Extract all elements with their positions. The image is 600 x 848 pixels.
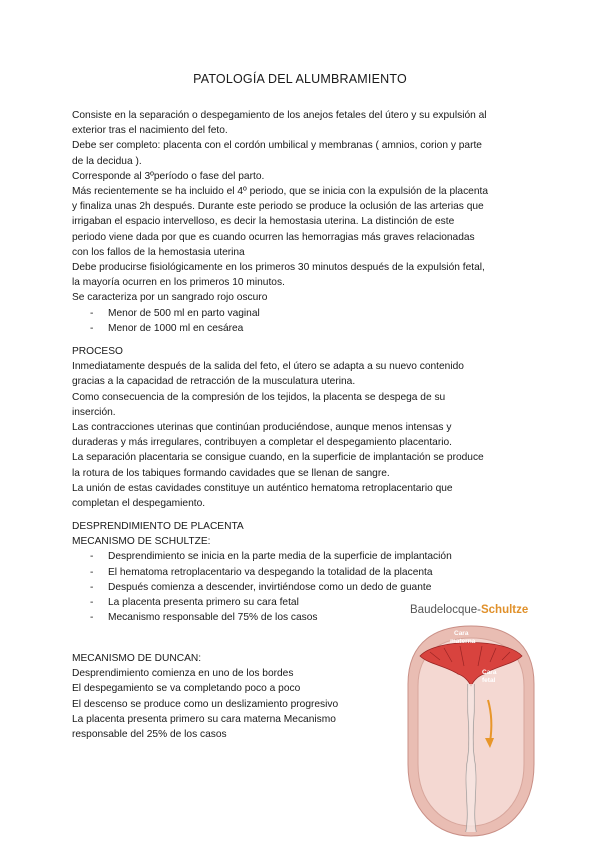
- figure-title-part2: Schultze: [480, 604, 529, 616]
- bullet-dash: -: [90, 596, 94, 608]
- proceso-section: [72, 344, 484, 511]
- desprendimiento-heading: DESPRENDIMIENTO DE PLACENTA: [72, 521, 244, 532]
- proceso-line: duraderas y más irregulares, contribuyen a completar el despegamiento placentario.: [72, 437, 452, 449]
- intro-line: irrigaban el espacio intervelloso, es decir la hemostasia uterina. La distinción de este: [72, 216, 455, 228]
- duncan-line: responsable del 25% de los casos: [72, 729, 227, 741]
- intro-line: Más recientemente se ha incluido el 4º periodo, que se inicia con la expulsión de la placenta: [72, 186, 489, 198]
- bullet-item: [72, 306, 488, 321]
- bullet-text: El hematoma retroplacentario va despegando la totalidad de la placenta: [108, 566, 433, 578]
- proceso-line: la rotura de los tabiques formando cavidades que se llenan de sangre.: [72, 467, 390, 479]
- bullet-dash: -: [90, 551, 94, 563]
- bullet-text: Menor de 1000 ml en cesárea: [108, 322, 244, 334]
- proceso-heading: PROCESO: [72, 346, 123, 357]
- duncan-heading: MECANISMO DE DUNCAN:: [72, 653, 202, 664]
- label-cara-materna-2: materna: [450, 638, 476, 645]
- bullet-dash: -: [90, 322, 94, 334]
- bullet-item: [72, 565, 433, 580]
- proceso-line: Como consecuencia de la compresión de los tejidos, la placenta se despega de su: [72, 391, 446, 403]
- intro-line: periodo viene dada por que es cuando ocurren las hemorragias más graves relacionadas: [72, 231, 475, 243]
- duncan-line: La placenta presenta primero su cara materna Mecanismo: [72, 713, 336, 725]
- intro-line: con los fallos de la hemostasia uterina: [72, 246, 245, 258]
- proceso-line: gracias a la capacidad de retracción de la musculatura uterina.: [72, 376, 356, 388]
- bullet-dash: -: [90, 581, 94, 593]
- bullet-text: Menor de 500 ml en parto vaginal: [108, 307, 260, 319]
- bullet-item: [72, 321, 488, 336]
- label-cara-fetal-2: fetal: [482, 677, 496, 684]
- intro-line: de la decidua ).: [72, 155, 142, 167]
- intro-line: Debe producirse fisiológicamente en los primeros 30 minutos después de la expulsión fetal,: [72, 262, 485, 274]
- intro-line: Debe ser completo: placenta con el cordón umbilical y membranas ( amnios, corion y parte: [72, 140, 482, 152]
- uterus-illustration: [396, 604, 546, 840]
- duncan-section: [72, 651, 338, 742]
- bullet-item: [72, 580, 432, 595]
- proceso-line: inserción.: [72, 406, 116, 418]
- proceso-line: completan el despegamiento.: [72, 498, 206, 510]
- bullet-dash: -: [90, 612, 94, 624]
- bullet-dash: -: [90, 566, 94, 578]
- duncan-line: El descenso se produce como un deslizamiento progresivo: [72, 698, 339, 710]
- bullet-text: Después comienza a descender, invirtiéndose como un dedo de guante: [108, 581, 432, 593]
- bullet-item: [72, 549, 452, 564]
- intro-line: Corresponde al 3ºperíodo o fase del parto.: [72, 170, 265, 182]
- duncan-line: El despegamiento se va completando poco a poco: [72, 683, 301, 695]
- intro-line: Consiste en la separación o despegamiento de los anejos fetales del útero y su expulsión al: [72, 110, 487, 121]
- figure-title-part1: Baudelocque-: [410, 604, 481, 616]
- proceso-line: Las contracciones uterinas que continúan produciéndose, aunque menos intensas y: [72, 422, 452, 434]
- intro-section: [72, 108, 488, 336]
- proceso-line: Inmediatamente después de la salida del feto, el útero se adapta a su nuevo contenido: [72, 361, 464, 373]
- intro-line: exterior tras el nacimiento del feto.: [72, 125, 228, 137]
- proceso-line: La separación placentaria se consigue cuando, en la superficie de implantación se produce: [72, 452, 484, 464]
- bullet-text: Desprendimiento se inicia en la parte media de la superficie de implantación: [108, 551, 452, 563]
- bullet-item: [72, 610, 318, 625]
- bullet-text: La placenta presenta primero su cara fetal: [108, 596, 299, 608]
- proceso-line: La unión de estas cavidades constituye un auténtico hematoma retroplacentario que: [72, 482, 453, 494]
- schultze-heading: MECANISMO DE SCHULTZE:: [72, 536, 211, 548]
- label-cara-materna-1: Cara: [454, 630, 469, 637]
- intro-line: Se caracteriza por un sangrado rojo oscuro: [72, 292, 268, 304]
- bullet-item: [72, 595, 299, 610]
- label-cara-fetal-1: Cara: [482, 669, 497, 676]
- duncan-line: Desprendimiento comienza en uno de los bordes: [72, 668, 294, 680]
- bullet-dash: -: [90, 307, 94, 319]
- schultze-figure: [396, 604, 546, 840]
- bullet-text: Mecanismo responsable del 75% de los casos: [108, 612, 318, 624]
- page-title: PATOLOGÍA DEL ALUMBRAMIENTO: [193, 72, 407, 86]
- intro-line: y finaliza unas 2h después. Durante este periodo se produce la oclusión de las arterias que: [72, 201, 484, 213]
- intro-line: la mayoría ocurren en los primeros 10 minutos.: [72, 277, 285, 289]
